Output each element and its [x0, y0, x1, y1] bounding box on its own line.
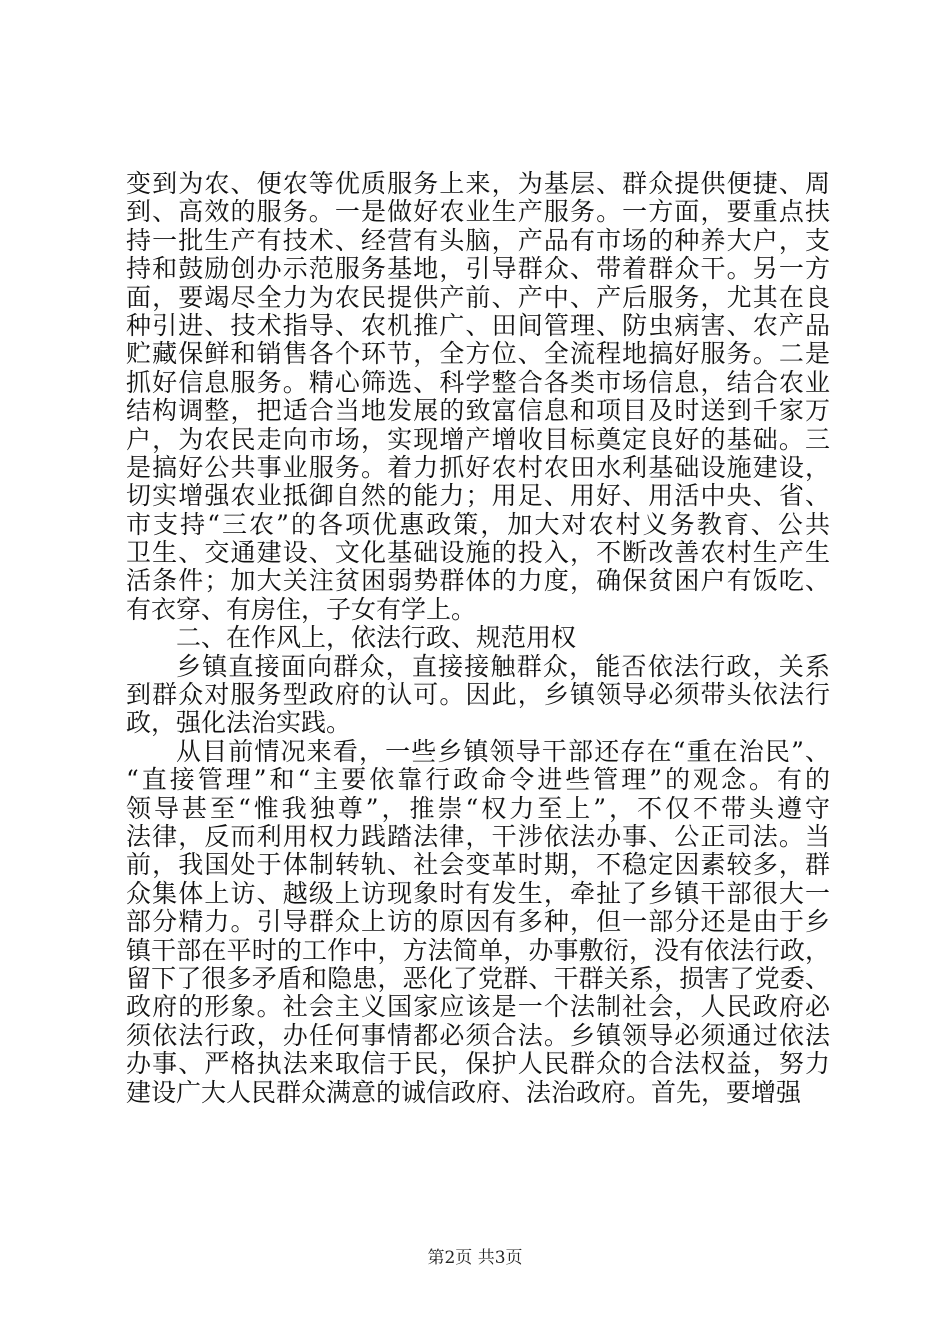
- text-line: 须依法行政，办任何事情都必须合法。乡镇领导必须通过依法: [126, 1021, 830, 1050]
- text-line: 到群众对服务型政府的认可。因此，乡镇领导必须带头依法行: [126, 681, 830, 710]
- text-line: 结构调整，把适合当地发展的致富信息和项目及时送到千家万: [126, 397, 830, 426]
- text-line: 二、在作风上，依法行政、规范用权: [176, 624, 577, 653]
- paragraph: [126, 624, 830, 652]
- paragraph: [126, 653, 830, 738]
- text-line: 办事、严格执法来取信于民，保护人民群众的合法权益，努力: [126, 1050, 830, 1079]
- text-line: 镇干部在平时的工作中，方法简单，办事敷衍，没有依法行政，: [126, 936, 830, 965]
- text-line: 变到为农、便农等优质服务上来，为基层、群众提供便捷、周: [126, 170, 830, 198]
- text-line: 持和鼓励创办示范服务基地，引导群众、带着群众干。另一方: [126, 255, 830, 284]
- text-line: 贮藏保鲜和销售各个环节，全方位、全流程地搞好服务。二是: [126, 340, 830, 369]
- text-line: 法律，反而利用权力践踏法律，干涉依法办事、公正司法。当: [126, 822, 830, 851]
- text-line: 市支持“三农”的各项优惠政策，加大对农村义务教育、公共: [126, 510, 830, 539]
- text-line: 从目前情况来看，一些乡镇领导干部还存在“重在治民”、: [176, 737, 830, 766]
- text-line: 面，要竭尽全力为农民提供产前、产中、产后服务，尤其在良: [126, 283, 830, 312]
- text-line: 有衣穿、有房住，子女有学上。: [126, 595, 477, 624]
- paragraph: [126, 738, 830, 1107]
- page-footer: 第2页 共3页: [427, 1248, 523, 1268]
- text-line: 政府的形象。社会主义国家应该是一个法制社会，人民政府必: [126, 993, 830, 1022]
- document-body: [126, 170, 830, 1107]
- text-line: 前，我国处于体制转轨、社会变革时期，不稳定因素较多，群: [126, 851, 830, 880]
- text-line: 领导甚至“惟我独尊”，推崇“权力至上”，不仅不带头遵守: [126, 794, 830, 823]
- text-line: 持一批生产有技术、经营有头脑，产品有市场的种养大户，支: [126, 226, 830, 255]
- text-line: 活条件；加大关注贫困弱势群体的力度，确保贫困户有饭吃、: [126, 567, 830, 596]
- text-line: 是搞好公共事业服务。着力抓好农村农田水利基础设施建设，: [126, 453, 830, 482]
- text-line: “直接管理”和“主要依靠行政命令进些管理”的观念。有的: [126, 766, 830, 795]
- text-line: 卫生、交通建设、文化基础设施的投入，不断改善农村生产生: [126, 539, 830, 568]
- text-line: 政，强化法治实践。: [126, 709, 352, 738]
- text-line: 切实增强农业抵御自然的能力；用足、用好、用活中央、省、: [126, 482, 830, 511]
- text-line: 部分精力。引导群众上访的原因有多种，但一部分还是由于乡: [126, 908, 830, 937]
- text-line: 到、高效的服务。一是做好农业生产服务。一方面，要重点扶: [126, 198, 830, 227]
- text-line: 众集体上访、越级上访现象时有发生，牵扯了乡镇干部很大一: [126, 879, 830, 908]
- text-line: 乡镇直接面向群众，直接接触群众，能否依法行政，关系: [176, 652, 830, 681]
- text-line: 抓好信息服务。精心筛选、科学整合各类市场信息，结合农业: [126, 368, 830, 397]
- text-line: 建设广大人民群众满意的诚信政府、法治政府。首先，要增强: [126, 1078, 802, 1107]
- text-line: 户，为农民走向市场，实现增产增收目标奠定良好的基础。三: [126, 425, 830, 454]
- text-line: 留下了很多矛盾和隐患，恶化了党群、干群关系，损害了党委、: [126, 964, 830, 993]
- paragraph: [126, 170, 830, 624]
- text-line: 种引进、技术指导、农机推广、田间管理、防虫病害、农产品: [126, 311, 830, 340]
